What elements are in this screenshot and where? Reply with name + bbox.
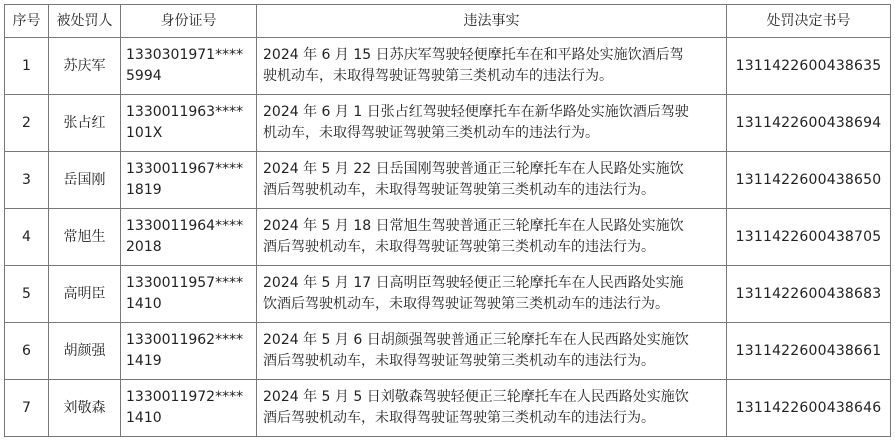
row-fact <box>257 380 727 437</box>
id-line: 1330011972**** <box>126 389 244 405</box>
fact-line: 饮酒后驾驶机动车，未取得驾驶证驾驶第三类机动车的违法行为。 <box>263 296 669 312</box>
id-line: 1330011967**** <box>126 161 244 177</box>
id-line: 1330301971**** <box>126 47 244 63</box>
row-name: 张占红 <box>49 95 121 152</box>
id-line: 1330011957**** <box>126 275 244 291</box>
row-id-number <box>121 380 257 437</box>
row-fact <box>257 323 727 380</box>
row-fact <box>257 209 727 266</box>
fact-line: 酒后驾驶机动车，未取得驾驶证驾驶第三类机动车的违法行为。 <box>263 410 655 426</box>
row-fact <box>257 152 727 209</box>
fact-line: 2024 年 6 月 1 日张占红驾驶轻便摩托车在新华路处实施饮酒后驾驶 <box>263 104 689 120</box>
row-decision-number: 1311422600438646 <box>727 380 891 437</box>
row-id-number <box>121 209 257 266</box>
row-id-number <box>121 152 257 209</box>
row-name: 高明臣 <box>49 266 121 323</box>
table-row <box>5 38 891 95</box>
fact-line: 2024 年 5 月 22 日岳国刚驾驶普通正三轮摩托车在人民路处实施饮 <box>263 161 684 177</box>
id-line: 1819 <box>126 182 162 198</box>
row-index: 1 <box>5 38 49 95</box>
header-id: 身份证号 <box>121 5 257 38</box>
id-line: 101X <box>126 125 163 141</box>
fact-line: 酒后驾驶机动车，未取得驾驶证驾驶第三类机动车的违法行为。 <box>263 182 655 198</box>
row-index: 7 <box>5 380 49 437</box>
fact-line: 2024 年 6 月 15 日苏庆军驾驶轻便摩托车在和平路处实施饮酒后驾 <box>263 47 684 63</box>
row-index: 6 <box>5 323 49 380</box>
header-index: 序号 <box>5 5 49 38</box>
row-name: 胡颜强 <box>49 323 121 380</box>
row-name: 岳国刚 <box>49 152 121 209</box>
row-decision-number: 1311422600438635 <box>727 38 891 95</box>
fact-line: 2024 年 5 月 18 日常旭生驾驶普通正三轮摩托车在人民路处实施饮 <box>263 218 684 234</box>
id-line: 1410 <box>126 296 162 312</box>
id-line: 5994 <box>126 68 162 84</box>
row-index: 5 <box>5 266 49 323</box>
row-decision-number: 1311422600438661 <box>727 323 891 380</box>
fact-line: 酒后驾驶机动车，未取得驾驶证驾驶第三类机动车的违法行为。 <box>263 353 655 369</box>
table-row <box>5 209 891 266</box>
id-line: 1330011963**** <box>126 104 244 120</box>
row-decision-number: 1311422600438650 <box>727 152 891 209</box>
fact-line: 2024 年 5 月 5 日刘敬森驾驶轻便正三轮摩托车在人民西路处实施饮 <box>263 389 689 405</box>
id-line: 2018 <box>126 239 162 255</box>
row-id-number <box>121 38 257 95</box>
fact-line: 驶机动车，未取得驾驶证驾驶第三类机动车的违法行为。 <box>263 68 613 84</box>
row-index: 3 <box>5 152 49 209</box>
row-name: 苏庆军 <box>49 38 121 95</box>
row-id-number <box>121 266 257 323</box>
table-row <box>5 380 891 437</box>
fact-line: 机动车，未取得驾驶证驾驶第三类机动车的违法行为。 <box>263 125 599 141</box>
table-row <box>5 266 891 323</box>
row-decision-number: 1311422600438705 <box>727 209 891 266</box>
row-name: 刘敬森 <box>49 380 121 437</box>
row-id-number <box>121 95 257 152</box>
fact-line: 酒后驾驶机动车，未取得驾驶证驾驶第三类机动车的违法行为。 <box>263 239 655 255</box>
header-name: 被处罚人 <box>49 5 121 38</box>
id-line: 1410 <box>126 410 162 426</box>
header-decision: 处罚决定书号 <box>727 5 891 38</box>
header-row <box>5 5 891 38</box>
id-line: 1330011962**** <box>126 332 244 348</box>
row-fact <box>257 38 727 95</box>
penalty-table <box>4 4 891 437</box>
row-id-number <box>121 323 257 380</box>
id-line: 1330011964**** <box>126 218 244 234</box>
row-decision-number: 1311422600438694 <box>727 95 891 152</box>
fact-line: 2024 年 5 月 6 日胡颜强驾驶普通正三轮摩托车在人民西路处实施饮 <box>263 332 689 348</box>
table-row <box>5 323 891 380</box>
row-decision-number: 1311422600438683 <box>727 266 891 323</box>
row-fact <box>257 95 727 152</box>
table-row <box>5 95 891 152</box>
table-row <box>5 152 891 209</box>
row-fact <box>257 266 727 323</box>
id-line: 1419 <box>126 353 162 369</box>
fact-line: 2024 年 5 月 17 日高明臣驾驶轻便正三轮摩托车在人民西路处实施 <box>263 275 684 291</box>
row-index: 2 <box>5 95 49 152</box>
row-name: 常旭生 <box>49 209 121 266</box>
header-fact: 违法事实 <box>257 5 727 38</box>
row-index: 4 <box>5 209 49 266</box>
penalty-table-container <box>4 4 891 437</box>
